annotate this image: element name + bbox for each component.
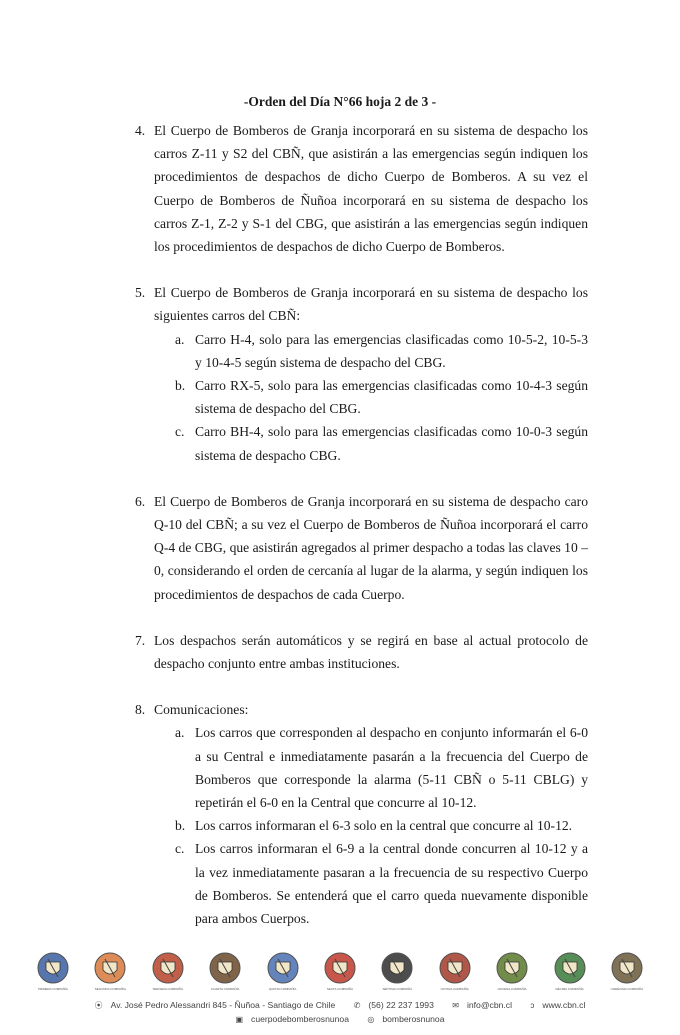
company-crest-logo [147, 950, 189, 991]
subitem-letter: a. [175, 331, 185, 347]
company-crest-logo [32, 950, 74, 991]
list-item-7 [135, 629, 588, 675]
email-icon: ✉ [452, 1001, 459, 1010]
email [448, 1000, 516, 1010]
item-number: 8. [135, 702, 146, 718]
crest-icon [150, 950, 186, 986]
phone-icon: ✆ [353, 1001, 361, 1010]
phone-text: (56) 22 237 1993 [368, 1000, 434, 1010]
subitem-5a [175, 328, 588, 374]
phone [350, 1000, 438, 1010]
crest-caption: UNDÉCIMA COMPAÑÍA [610, 987, 644, 991]
company-crest-logo [434, 950, 476, 991]
subitem-text: Los carros que corresponden al despacho en conjunto informarán el 6-0 a su Central e inmediatamente pasarán a la frecuencia del Cuerpo de Bomberos que corresponde la alarma (5-11 CBÑ o 5-11 CBLG) y repetirán el 6-0 en la Central que concurre al 10-12. [195, 725, 588, 811]
crest-icon [437, 950, 473, 986]
item-text: Los despachos serán automáticos y se regirá en base al actual protocolo de despacho conjunto entre ambas instituciones. [154, 632, 588, 672]
document-body [0, 119, 680, 930]
item-text: Comunicaciones: [154, 702, 249, 718]
subitem-letter: b. [175, 378, 186, 394]
crest-caption: NOVENA COMPAÑÍA [497, 987, 527, 991]
web-text: www.cbn.cl [542, 1000, 586, 1010]
subitem-letter: a. [175, 725, 185, 741]
list-item-4 [135, 119, 588, 258]
address [91, 1000, 340, 1010]
crest-caption: SEGUNDA COMPAÑÍA [94, 987, 127, 991]
crest-icon [552, 950, 588, 986]
subitem-8b [175, 814, 588, 837]
crest-caption: SÉPTIMA COMPAÑÍA [382, 987, 413, 991]
crest-icon [265, 950, 301, 986]
subitem-text: Carro H-4, solo para las emergencias clasificadas como 10-5-2, 10-5-3 y 10-4-5 según sistema de despacho del CBG. [195, 331, 588, 370]
footer-social [0, 1014, 680, 1024]
crest-caption: DÉCIMA COMPAÑÍA [555, 987, 584, 991]
crest-icon [494, 950, 530, 986]
list-item-5 [135, 281, 588, 327]
crest-icon [35, 950, 71, 986]
email-text: info@cbn.cl [466, 1000, 512, 1010]
list-item-6 [135, 490, 588, 606]
crest-caption: CUARTA COMPAÑÍA [210, 987, 240, 991]
company-crest-logo [89, 950, 131, 991]
subitem-text: Los carros informaran el 6-3 solo en la central que concurre al 10-12. [195, 818, 573, 834]
crest-caption: OCTAVA COMPAÑÍA [440, 987, 469, 991]
item-number: 7. [135, 632, 146, 648]
company-crest-logo [376, 950, 418, 991]
subitem-5b [175, 374, 588, 420]
instagram-icon: ◎ [367, 1015, 375, 1024]
item-text: El Cuerpo de Bomberos de Granja incorporará en su sistema de despacho los siguientes carros del CBÑ: [154, 285, 588, 324]
subitem-text: Los carros informaran el 6-9 a la central donde concurren al 10-12 y a la vez inmediatamente pasaran a la frecuencia de su respectivo Cuerpo de Bomberos. Se entenderá que el carro queda nuevamente disponible para ambos Cuerpos. [195, 841, 588, 927]
company-crest-logo [319, 950, 361, 991]
subitem-letter: c. [175, 841, 185, 857]
crest-icon [322, 950, 358, 986]
item-number: 6. [135, 493, 146, 509]
instagram-text: bomberosnunoa [382, 1014, 445, 1024]
item-number: 5. [135, 285, 146, 301]
company-crest-logo [262, 950, 304, 991]
item-number: 4. [135, 123, 146, 138]
crest-caption: PRIMERA COMPAÑÍA [37, 987, 69, 991]
item-text: El Cuerpo de Bomberos de Granja incorporará en su sistema de despacho caro Q-10 del CBÑ; a su vez el Cuerpo de Bomberos de Ñuñoa incorporará el carro Q-4 de CBG, que asistirán agregados al primer despacho a todas las claves 10 – 0, considerando el orden de cercanía al lugar de la alarma, y según indiquen los procedimientos de despachos de cada Cuerpo. [154, 493, 588, 602]
crest-caption: QUINTA COMPAÑÍA [268, 987, 297, 991]
subitem-8a [175, 721, 588, 814]
subitem-8c [175, 837, 588, 930]
footer-contact [0, 1000, 680, 1011]
crest-icon [92, 950, 128, 986]
crest-caption: TERCERA COMPAÑÍA [152, 987, 184, 991]
subitem-text: Carro BH-4, solo para las emergencias clasificadas como 10-0-3 según sistema de despacho CBG. [195, 424, 588, 463]
list-item-8 [135, 698, 588, 721]
website [526, 1000, 589, 1010]
facebook-text: cuerpodebomberosnunoa [251, 1014, 349, 1024]
company-crest-logo [606, 950, 648, 991]
subitem-letter: c. [175, 424, 185, 440]
subitem-letter: b. [175, 818, 186, 834]
subitem-5c [175, 420, 588, 466]
instagram [363, 1014, 448, 1024]
location-icon: ⦿ [94, 1001, 103, 1010]
crest-icon [609, 950, 645, 986]
subitem-text: Carro RX-5, solo para las emergencias clasificadas como 10-4-3 según sistema de despacho del CBG. [195, 378, 588, 417]
crest-caption: SEXTA COMPAÑÍA [326, 987, 353, 991]
company-crest-logo [491, 950, 533, 991]
company-crest-logo [549, 950, 591, 991]
company-crest-logo [204, 950, 246, 991]
crest-icon [207, 950, 243, 986]
item-text: El Cuerpo de Bomberos de Granja incorporará en su sistema de despacho los carros Z-11 y S2 del CBÑ, que asistirán a las emergencias según indiquen los procedimientos de despachos de dicho Cuerpo de Bomberos. A su vez el Cuerpo de Bomberos de Ñuñoa incorporará en su sistema de despacho los carros Z-1, Z-2 y S-1 del CBG, que asistirán a las emergencias según indiquen los procedimientos de despachos de dicho Cuerpo de Bomberos. [154, 123, 588, 255]
facebook-icon: ▣ [235, 1015, 244, 1024]
facebook [231, 1014, 353, 1024]
company-logos [32, 950, 648, 992]
web-icon: ↄ [530, 1001, 535, 1010]
crest-icon [379, 950, 415, 986]
page-title: -Orden del Día N°66 hoja 2 de 3 - [243, 94, 437, 109]
address-text: Av. José Pedro Alessandri 845 - Ñuñoa - Santiago de Chile [110, 1000, 336, 1010]
